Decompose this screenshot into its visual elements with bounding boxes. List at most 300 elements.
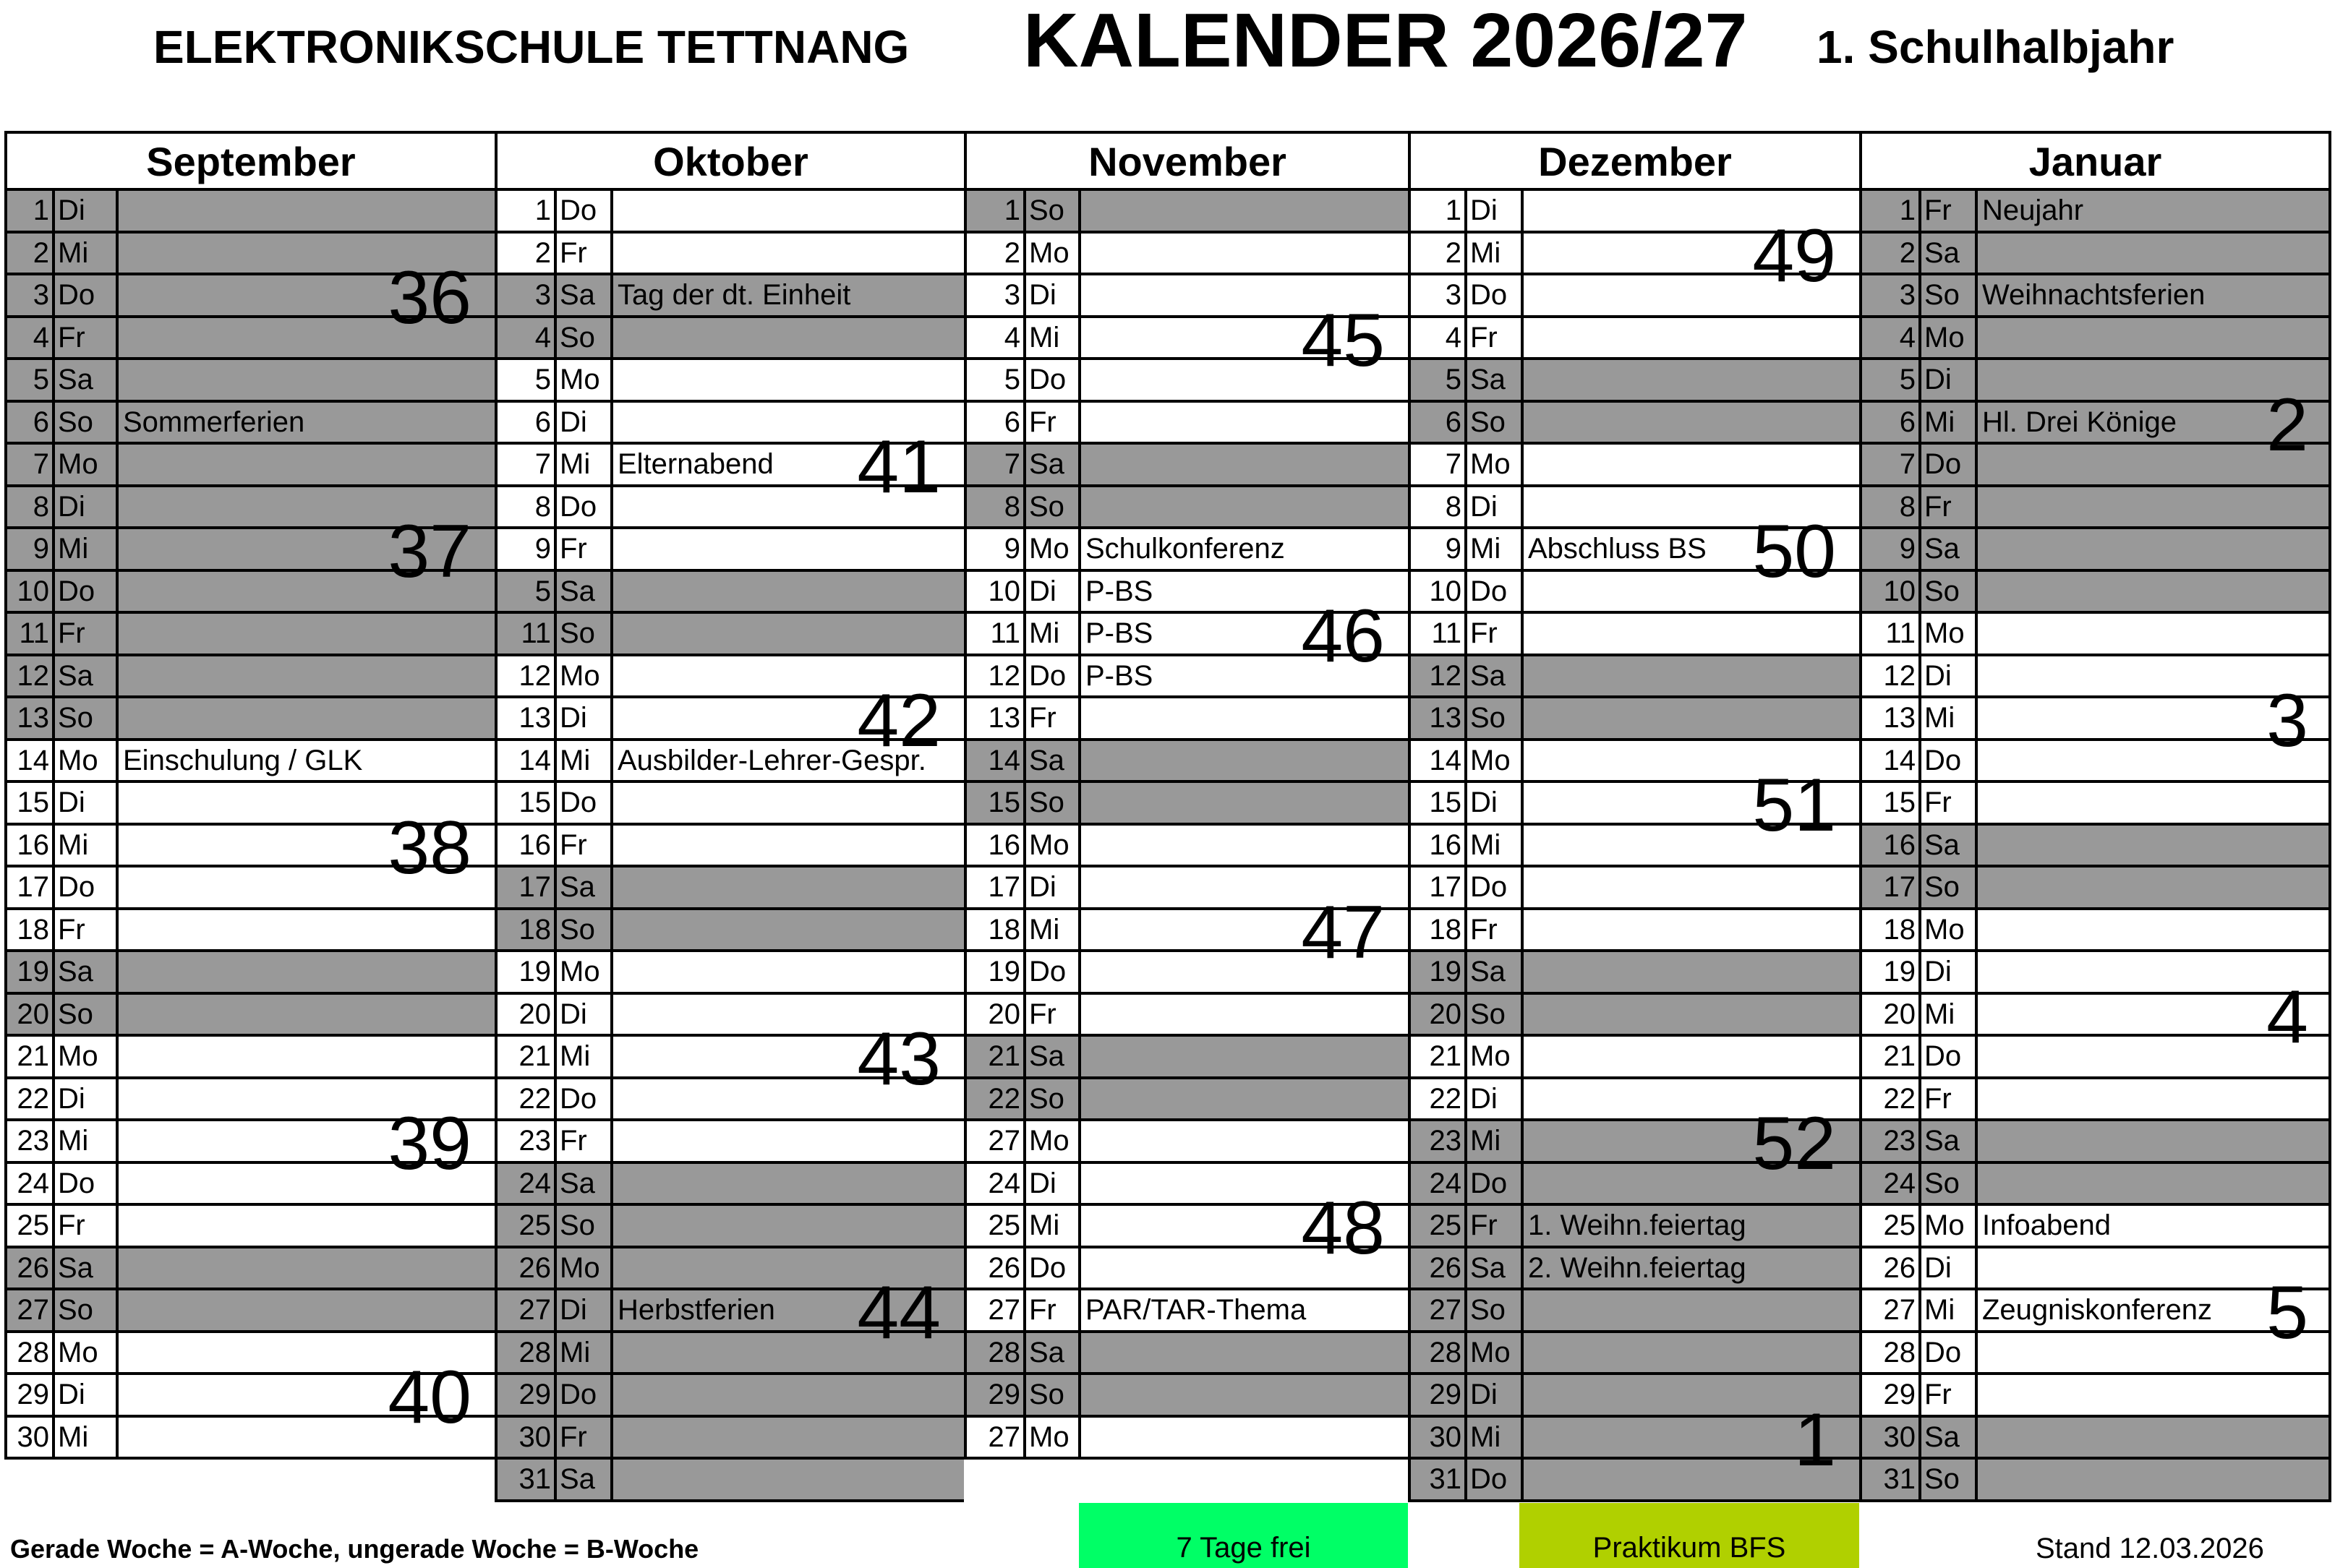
day-row (1859, 698, 2331, 741)
day-number: 3 (1862, 275, 1921, 315)
weekday: Do (1921, 1037, 1978, 1076)
day-row (495, 1460, 964, 1502)
weekday: Fr (55, 910, 119, 950)
day-number: 28 (7, 1333, 55, 1373)
weekday: Sa (1026, 1037, 1081, 1076)
event: Hl. Drei Könige (1982, 406, 2177, 438)
weekday: Mi (55, 826, 119, 865)
event: Schulkonferenz (1085, 533, 1285, 565)
weekday: Fr (557, 1418, 613, 1457)
event (613, 867, 964, 907)
weekday: Do (1921, 1333, 1978, 1373)
weekday: Sa (1026, 1333, 1081, 1373)
day-row (495, 995, 964, 1037)
day-number: 18 (1862, 910, 1921, 950)
day-row (964, 529, 1408, 572)
event (119, 487, 495, 527)
day-number: 27 (967, 1121, 1026, 1161)
event (119, 656, 495, 696)
event (119, 360, 495, 400)
event (119, 867, 495, 907)
day-row (1859, 572, 2331, 614)
weekday: Do (1467, 275, 1524, 315)
event (119, 529, 495, 569)
day-number: 2 (1862, 234, 1921, 273)
day-number: 18 (967, 910, 1026, 950)
day-row (4, 910, 495, 953)
event (1081, 234, 1408, 273)
event (1524, 614, 1859, 654)
day-row (1859, 1333, 2331, 1376)
day-row (1859, 867, 2331, 910)
day-row (4, 360, 495, 403)
event (1081, 360, 1408, 400)
event: 1. Weihn.feiertag (1528, 1209, 1746, 1241)
day-row (964, 698, 1408, 741)
day-number: 23 (498, 1121, 557, 1161)
weekday: So (557, 614, 613, 654)
weekday: Sa (55, 1248, 119, 1288)
day-number: 22 (7, 1079, 55, 1119)
event (613, 614, 964, 654)
day-number: 5 (967, 360, 1026, 400)
weekday: Do (1921, 741, 1978, 781)
weekday: Di (1026, 1164, 1081, 1204)
weekday: So (557, 1206, 613, 1246)
weekday: Di (557, 995, 613, 1034)
day-number: 11 (498, 614, 557, 654)
weekday: Fr (1921, 783, 1978, 823)
day-row (1859, 952, 2331, 995)
week-number: 49 (1752, 213, 1836, 298)
day-row (495, 783, 964, 826)
day-row (964, 191, 1408, 234)
event (1524, 360, 1859, 400)
event (613, 360, 964, 400)
day-row (1408, 1037, 1859, 1079)
day-row (1859, 1037, 2331, 1079)
day-number: 19 (498, 952, 557, 992)
week-number: 51 (1752, 763, 1836, 848)
weekday: Mo (55, 445, 119, 484)
weekday: Di (1921, 952, 1978, 992)
weekday: Do (557, 191, 613, 231)
day-row (964, 826, 1408, 868)
event (1524, 995, 1859, 1034)
day-number: 12 (1862, 656, 1921, 696)
day-row (964, 1164, 1408, 1207)
weekday: Di (1467, 783, 1524, 823)
event (613, 572, 964, 612)
event (1978, 1037, 2328, 1076)
event (1524, 1121, 1859, 1161)
day-number: 16 (498, 826, 557, 865)
day-row (1408, 318, 1859, 361)
day-number: 17 (7, 867, 55, 907)
weekday: Do (1026, 360, 1081, 400)
day-row (1408, 1375, 1859, 1418)
weekday: Fr (557, 234, 613, 273)
day-number: 19 (967, 952, 1026, 992)
day-number: 17 (498, 867, 557, 907)
week-number: 41 (857, 425, 941, 510)
day-row (1859, 275, 2331, 318)
week-number: 40 (388, 1355, 471, 1440)
weekday: Sa (557, 572, 613, 612)
day-number: 13 (967, 698, 1026, 738)
event: Infoabend (1982, 1209, 2111, 1241)
day-row (495, 741, 964, 784)
weekday: Mo (55, 1333, 119, 1373)
day-number: 9 (7, 529, 55, 569)
day-row (964, 1121, 1408, 1164)
day-row (1408, 403, 1859, 445)
weekday: So (1026, 1375, 1081, 1415)
day-number: 4 (967, 318, 1026, 358)
weekday: Mi (1467, 1418, 1524, 1457)
event: P-BS (1085, 659, 1153, 692)
event (119, 1079, 495, 1119)
day-row (1859, 1248, 2331, 1291)
weekday: Mo (1026, 529, 1081, 569)
weekday: Di (1467, 1079, 1524, 1119)
event (1978, 360, 2328, 400)
day-number: 4 (7, 318, 55, 358)
day-row (495, 1375, 964, 1418)
weekday: Sa (557, 1164, 613, 1204)
weekday: Di (55, 1375, 119, 1415)
day-row (495, 1290, 964, 1333)
weekday: Fr (1467, 1206, 1524, 1246)
event (1081, 318, 1408, 358)
day-row (495, 1079, 964, 1122)
day-number: 29 (498, 1375, 557, 1415)
event (613, 318, 964, 358)
day-row (1408, 995, 1859, 1037)
event: Zeugniskonferenz (1982, 1294, 2212, 1326)
event (613, 1375, 964, 1415)
day-number: 26 (967, 1248, 1026, 1288)
month-header: Oktober (495, 131, 964, 191)
day-row (1408, 1206, 1859, 1248)
day-number: 28 (967, 1333, 1026, 1373)
day-row (495, 952, 964, 995)
day-row (495, 487, 964, 530)
day-row (4, 234, 495, 276)
day-row (495, 698, 964, 741)
weekday: Sa (1467, 360, 1524, 400)
day-row (495, 572, 964, 614)
weekday: Sa (55, 656, 119, 696)
event (1524, 234, 1859, 273)
event (1978, 826, 2328, 865)
month-header: November (964, 131, 1408, 191)
calendar-title: KALENDER 2026/27 (1023, 0, 1748, 83)
event (119, 275, 495, 315)
event (119, 1164, 495, 1204)
week-number: 43 (857, 1017, 941, 1102)
weekday: Do (55, 572, 119, 612)
day-row (1859, 1206, 2331, 1248)
event (613, 910, 964, 950)
event (1524, 1290, 1859, 1330)
weekday: So (55, 403, 119, 442)
week-number: 5 (2266, 1271, 2308, 1355)
day-row (495, 910, 964, 953)
day-number: 6 (498, 403, 557, 442)
day-number: 29 (967, 1375, 1026, 1415)
day-number: 7 (1862, 445, 1921, 484)
day-row (964, 1079, 1408, 1122)
event (613, 234, 964, 273)
event (1524, 826, 1859, 865)
event (613, 952, 964, 992)
day-number: 25 (7, 1206, 55, 1246)
day-number: 1 (498, 191, 557, 231)
day-number: 25 (498, 1206, 557, 1246)
day-number: 14 (967, 741, 1026, 781)
event (119, 1206, 495, 1246)
weekday: Di (1026, 572, 1081, 612)
weekday: Di (55, 783, 119, 823)
week-number: 47 (1301, 890, 1385, 974)
event (1524, 952, 1859, 992)
day-number: 4 (1862, 318, 1921, 358)
day-row (964, 783, 1408, 826)
day-number: 20 (967, 995, 1026, 1034)
event (1081, 1164, 1408, 1204)
event (1978, 741, 2328, 781)
day-row (1859, 487, 2331, 530)
day-row (1859, 318, 2331, 361)
weekday: Di (557, 1290, 613, 1330)
day-number: 16 (7, 826, 55, 865)
day-number: 17 (1411, 867, 1467, 907)
weekday: Mi (557, 741, 613, 781)
weekday: Di (55, 487, 119, 527)
day-row (4, 1333, 495, 1376)
day-number: 20 (1411, 995, 1467, 1034)
weekday: Di (55, 191, 119, 231)
weekday: Mi (1467, 826, 1524, 865)
day-number: 26 (1411, 1248, 1467, 1288)
event (119, 1121, 495, 1161)
day-row (495, 1333, 964, 1376)
event (119, 1248, 495, 1288)
day-number: 9 (967, 529, 1026, 569)
day-number: 31 (498, 1460, 557, 1499)
weekday: Fr (557, 529, 613, 569)
weekday: Fr (1026, 403, 1081, 442)
day-number: 21 (498, 1037, 557, 1076)
day-number: 15 (967, 783, 1026, 823)
event (1081, 995, 1408, 1034)
day-number: 1 (1862, 191, 1921, 231)
weekday: Mi (1921, 995, 1978, 1034)
weekday: Mo (1921, 910, 1978, 950)
day-number: 28 (498, 1333, 557, 1373)
weekday: Mo (1467, 741, 1524, 781)
day-row (495, 614, 964, 656)
day-number: 25 (967, 1206, 1026, 1246)
day-number: 13 (1411, 698, 1467, 738)
day-number: 14 (7, 741, 55, 781)
event (1978, 698, 2328, 738)
weekday: Mi (1921, 403, 1978, 442)
day-number: 13 (498, 698, 557, 738)
day-number: 6 (967, 403, 1026, 442)
event (1978, 783, 2328, 823)
event (1978, 1333, 2328, 1373)
event (1978, 1460, 2328, 1499)
day-number: 29 (1411, 1375, 1467, 1415)
day-row (495, 1206, 964, 1248)
day-number: 22 (1862, 1079, 1921, 1119)
weekday: Sa (1921, 529, 1978, 569)
day-row (964, 275, 1408, 318)
day-row (1859, 614, 2331, 656)
day-number: 22 (498, 1079, 557, 1119)
day-number: 1 (967, 191, 1026, 231)
weekday: Di (1921, 360, 1978, 400)
event (1524, 275, 1859, 315)
event (1081, 741, 1408, 781)
event (1081, 783, 1408, 823)
weekday: So (1467, 403, 1524, 442)
day-row (495, 234, 964, 276)
weekday: Do (55, 1164, 119, 1204)
day-number: 27 (1862, 1290, 1921, 1330)
day-number: 30 (498, 1418, 557, 1457)
day-row (1859, 995, 2331, 1037)
day-number: 26 (498, 1248, 557, 1288)
event (1081, 952, 1408, 992)
day-row (1408, 1460, 1859, 1502)
day-row (4, 1079, 495, 1122)
day-number: 4 (1411, 318, 1467, 358)
event: Weihnachtsferien (1982, 279, 2206, 311)
event (119, 318, 495, 358)
day-row (495, 445, 964, 487)
event (1524, 910, 1859, 950)
event: Herbstferien (618, 1294, 775, 1326)
weekday: Mi (1026, 614, 1081, 654)
day-row (1859, 1418, 2331, 1460)
weekday: So (55, 1290, 119, 1330)
day-row (4, 698, 495, 741)
day-number: 27 (7, 1290, 55, 1330)
week-number: 2 (2266, 382, 2308, 467)
day-row (4, 656, 495, 699)
weekday: Mo (1921, 1206, 1978, 1246)
day-number: 12 (967, 656, 1026, 696)
month-header: September (4, 131, 495, 191)
event (613, 191, 964, 231)
day-row (4, 403, 495, 445)
event: Elternabend (618, 448, 774, 480)
week-number: 52 (1752, 1102, 1836, 1186)
day-number: 1 (7, 191, 55, 231)
day-number: 18 (1411, 910, 1467, 950)
day-number: 29 (1862, 1375, 1921, 1415)
weekday: Mi (557, 1037, 613, 1076)
month-header: Dezember (1408, 131, 1859, 191)
event (1524, 1079, 1859, 1119)
day-row (495, 360, 964, 403)
day-row (1859, 910, 2331, 953)
weekday: Fr (1921, 487, 1978, 527)
event (1978, 952, 2328, 992)
weekday: Mi (1921, 1290, 1978, 1330)
weekday: Fr (55, 614, 119, 654)
event (613, 403, 964, 442)
event: Sommerferien (123, 406, 305, 438)
day-number: 13 (1862, 698, 1921, 738)
day-row (964, 487, 1408, 530)
event (1978, 572, 2328, 612)
day-row (964, 741, 1408, 784)
weekday: Do (55, 867, 119, 907)
weekday: Mo (1026, 234, 1081, 273)
day-number: 27 (967, 1290, 1026, 1330)
event (1081, 487, 1408, 527)
day-number: 21 (967, 1037, 1026, 1076)
day-row (495, 1121, 964, 1164)
day-row (964, 656, 1408, 699)
stand-date: Stand 12.03.2026 (2036, 1533, 2264, 1564)
weekday: Mo (1921, 318, 1978, 358)
day-row (4, 1290, 495, 1333)
event (119, 910, 495, 950)
day-row (495, 1248, 964, 1291)
day-row (4, 614, 495, 656)
event (1978, 656, 2328, 696)
day-number: 2 (498, 234, 557, 273)
event (1524, 867, 1859, 907)
day-number: 12 (7, 656, 55, 696)
event (613, 656, 964, 696)
weekday: So (1467, 995, 1524, 1034)
day-number: 21 (1862, 1037, 1921, 1076)
day-number: 2 (7, 234, 55, 273)
weekday: Fr (1921, 191, 1978, 231)
weekday: Do (55, 275, 119, 315)
week-number: 45 (1301, 298, 1385, 382)
day-number: 25 (1862, 1206, 1921, 1246)
day-row (4, 572, 495, 614)
event (119, 783, 495, 823)
day-row (4, 1037, 495, 1079)
weekday: Mi (1026, 318, 1081, 358)
event (1524, 445, 1859, 484)
day-row (1408, 952, 1859, 995)
event (1081, 867, 1408, 907)
day-number: 5 (1862, 360, 1921, 400)
day-row (1859, 826, 2331, 868)
event (119, 572, 495, 612)
event (1081, 1248, 1408, 1288)
weekday: Sa (1467, 656, 1524, 696)
weekday: Mo (55, 741, 119, 781)
weekday: Do (1026, 952, 1081, 992)
day-row (495, 275, 964, 318)
weekday: Di (1026, 275, 1081, 315)
day-row (964, 1248, 1408, 1291)
weekday: Sa (55, 360, 119, 400)
day-row (1859, 1164, 2331, 1207)
weekday: Sa (1026, 445, 1081, 484)
day-row (964, 910, 1408, 953)
